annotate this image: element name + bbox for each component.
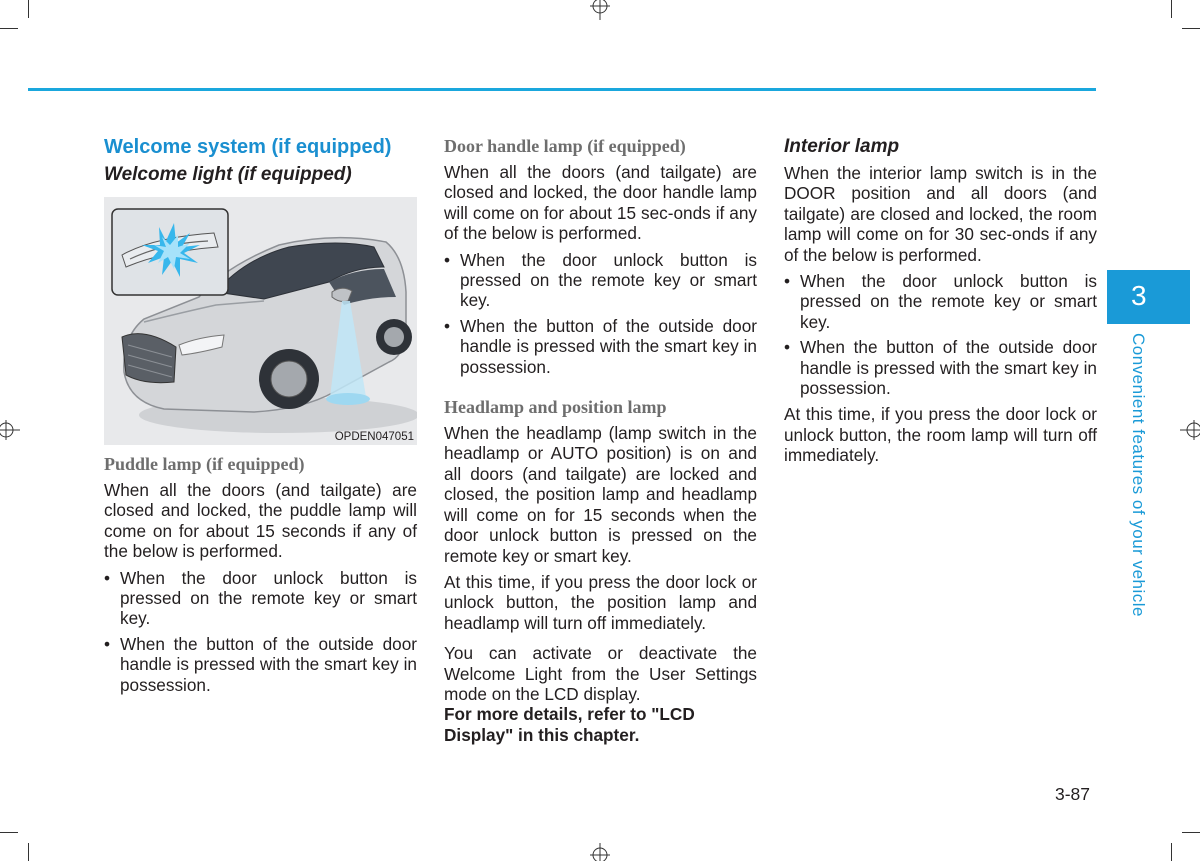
list-item: • When the door unlock button is pressed on the remote key or smart key. xyxy=(444,249,757,311)
door-handle-lamp-heading: Door handle lamp (if equipped) xyxy=(444,136,686,156)
list-item: • When the button of the outside door handle is pressed with the smart key in possession. xyxy=(784,337,1097,399)
welcome-light-illustration xyxy=(104,197,417,445)
list-item: • When the door unlock button is pressed on the remote key or smart key. xyxy=(784,271,1097,332)
crop-mark xyxy=(28,843,29,861)
bullet-icon: • xyxy=(444,315,451,336)
chapter-title: Convenient features of your vehicle xyxy=(1129,333,1148,617)
crop-mark xyxy=(1182,28,1200,29)
subsection-heading: Welcome light (if equipped) xyxy=(104,164,352,185)
column-right xyxy=(784,136,1097,472)
interior-lamp-bullets xyxy=(784,271,1097,398)
interior-lamp-heading: Interior lamp xyxy=(784,136,900,157)
bullet-icon: • xyxy=(104,633,111,654)
bullet-icon: • xyxy=(784,337,791,358)
bullet-icon: • xyxy=(784,271,791,292)
column-left xyxy=(104,136,417,701)
headlamp-body: When the headlamp (lamp switch in the headlamp or AUTO position) is on and all doors (and tailgate) are locked and closed, the position lamp and headlamp will come on for 15 seconds when the door unlock button is pressed on the remote key or smart key. xyxy=(444,423,757,566)
interior-lamp-body: When the interior lamp switch is in the DOOR position and all doors (and tailgate) are closed and locked, the room lamp will come on for 30 sec-onds if any of the below is performed. xyxy=(784,163,1097,265)
puddle-lamp-body: When all the doors (and tailgate) are closed and locked, the puddle lamp will come on for about 15 seconds if any of the below is performed. xyxy=(104,480,417,562)
activate-bold-text: For more details, refer to "LCD Display" in this chapter. xyxy=(444,704,695,745)
puddle-lamp-bullets xyxy=(104,568,417,695)
headlamp-body-2: At this time, if you press the door lock or unlock button, the position lamp and headlamp will turn off immediately. xyxy=(444,571,757,633)
bullet-icon: • xyxy=(104,567,111,588)
list-item: • When the button of the outside door handle is pressed with the smart key in possession. xyxy=(104,633,417,695)
crop-mark xyxy=(1171,843,1172,861)
door-handle-lamp-body: When all the doors (and tailgate) are closed and locked, the door handle lamp will come on for about 15 sec-onds if any of the below is performed. xyxy=(444,162,757,244)
section-heading: Welcome system (if equipped) xyxy=(104,136,392,158)
crop-mark xyxy=(28,0,29,18)
bullet-icon: • xyxy=(444,249,451,270)
car-illustration xyxy=(104,197,417,445)
headlamp-heading: Headlamp and position lamp xyxy=(444,397,667,418)
crop-mark xyxy=(1171,0,1172,18)
page-number: 3-87 xyxy=(1055,784,1091,804)
figure-code: OPDEN047051 xyxy=(334,431,414,443)
registration-mark xyxy=(1180,418,1200,442)
chapter-number: 3 xyxy=(1131,280,1147,311)
list-item: • When the door unlock button is pressed on the remote key or smart key. xyxy=(104,567,417,629)
activate-body: You can activate or deactivate the Welcome Light from the User Settings mode on the LCD display. xyxy=(444,643,757,704)
registration-mark xyxy=(588,0,612,20)
interior-lamp-body-2: At this time, if you press the door lock or unlock button, the room lamp will turn off immediately. xyxy=(784,404,1097,466)
registration-mark xyxy=(0,418,20,442)
chapter-tab xyxy=(1107,270,1190,324)
column-middle xyxy=(444,136,757,751)
registration-mark xyxy=(588,843,612,861)
puddle-lamp-heading: Puddle lamp (if equipped) xyxy=(104,454,305,474)
header-rule xyxy=(28,88,1096,91)
crop-mark xyxy=(0,832,18,833)
list-item: • When the button of the outside door handle is pressed with the smart key in possession. xyxy=(444,315,757,377)
crop-mark xyxy=(0,28,18,29)
activate-note xyxy=(444,704,757,745)
door-handle-lamp-bullets xyxy=(444,250,757,377)
crop-mark xyxy=(1182,832,1200,833)
